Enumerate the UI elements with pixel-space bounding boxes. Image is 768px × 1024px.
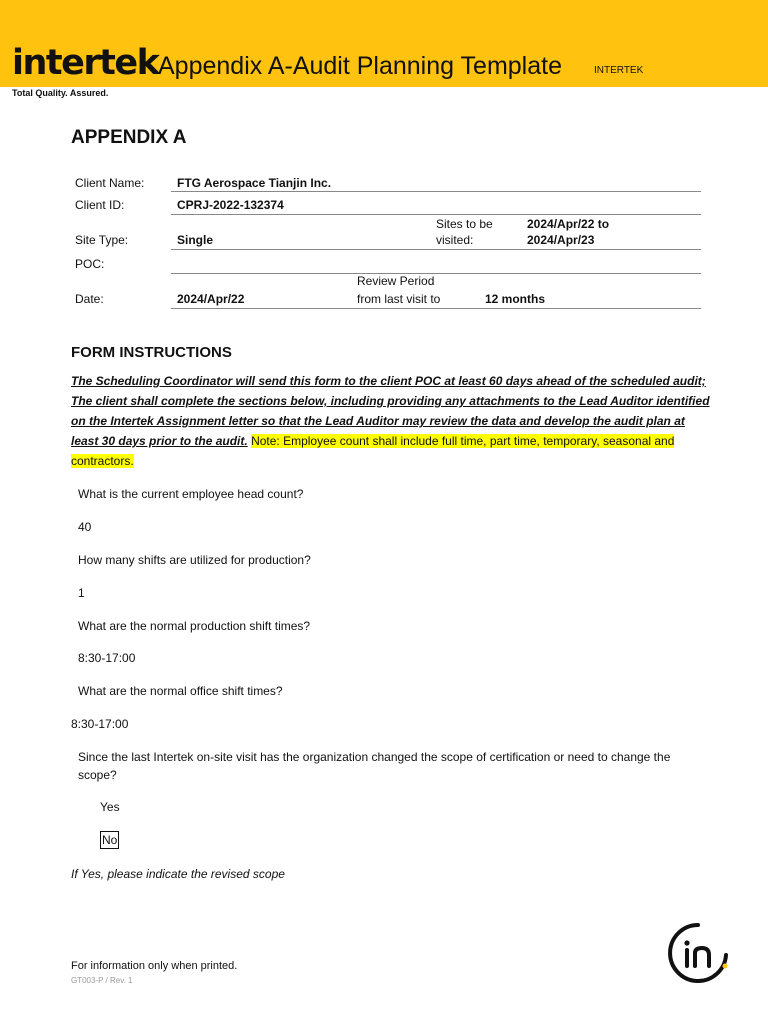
question-production-shift-times: What are the normal production shift times? <box>78 619 311 633</box>
sites-label-line1: Sites to be <box>436 217 493 231</box>
document-title: Appendix A-Audit Planning Template <box>158 52 562 80</box>
instructions-emphasis: The Scheduling Coordinator will send this form to the client POC at least 60 days ahead of the scheduled audit; The client shall complete the sections below, including providing any attachments to the Lead Auditor identified on the Intertek Assignment letter so that the Lead Auditor may review the data and develop the audit plan at least 30 days prior to the audit. <box>71 374 710 448</box>
answer-office-shift-times[interactable]: 8:30-17:00 <box>71 717 129 731</box>
table-rule <box>171 308 701 309</box>
question-office-shift-times: What are the normal office shift times? <box>78 684 283 698</box>
question-shifts: How many shifts are utilized for production? <box>78 553 311 567</box>
answer-production-shift-times[interactable]: 8:30-17:00 <box>78 651 136 665</box>
site-type-value: Single <box>177 233 214 247</box>
header-tag: INTERTEK <box>594 65 644 76</box>
form-instructions-heading: FORM INSTRUCTIONS <box>71 344 232 361</box>
table-rule <box>171 214 701 215</box>
review-label-line1: Review Period <box>357 274 435 288</box>
answer-head-count[interactable]: 40 <box>78 520 92 534</box>
footer-note: For information only when printed. <box>71 960 238 972</box>
form-instructions-text <box>71 371 711 471</box>
client-id-label: Client ID: <box>75 198 125 212</box>
client-name-value: FTG Aerospace Tianjin Inc. <box>177 176 332 190</box>
table-rule <box>171 191 701 192</box>
option-no-selected[interactable]: No <box>102 833 118 847</box>
option-yes[interactable]: Yes <box>100 800 120 814</box>
date-label: Date: <box>75 292 104 306</box>
question-head-count: What is the current employee head count? <box>78 487 304 501</box>
date-value: 2024/Apr/22 <box>177 292 245 306</box>
site-type-label: Site Type: <box>75 233 129 247</box>
sites-value-line1: 2024/Apr/22 to <box>527 217 610 231</box>
page-heading: APPENDIX A <box>71 127 187 148</box>
intertek-logo: intertek <box>12 43 159 83</box>
logo-tagline: Total Quality. Assured. <box>12 88 109 98</box>
table-rule <box>171 249 701 250</box>
review-period-value: 12 months <box>485 292 546 306</box>
revised-scope-prompt: If Yes, please indicate the revised scope <box>71 867 285 881</box>
question-scope-change: Since the last Intertek on-site visit has the organization changed the scope of certification or need to change the scope? <box>78 750 671 782</box>
form-code: GT003-P / Rev. 1 <box>71 976 133 985</box>
instructions-note: Note: Employee count shall include full time, part time, temporary, seasonal and contractors. <box>71 434 675 468</box>
answer-shifts[interactable]: 1 <box>78 586 85 600</box>
intertek-in-badge-icon <box>667 922 729 984</box>
client-name-label: Client Name: <box>75 176 145 190</box>
review-label-line2: from last visit to <box>357 292 441 306</box>
sites-label-line2: visited: <box>436 233 474 247</box>
table-rule <box>171 273 701 274</box>
sites-value-line2: 2024/Apr/23 <box>527 233 595 247</box>
client-id-value: CPRJ-2022-132374 <box>177 198 284 212</box>
poc-label: POC: <box>75 257 105 271</box>
